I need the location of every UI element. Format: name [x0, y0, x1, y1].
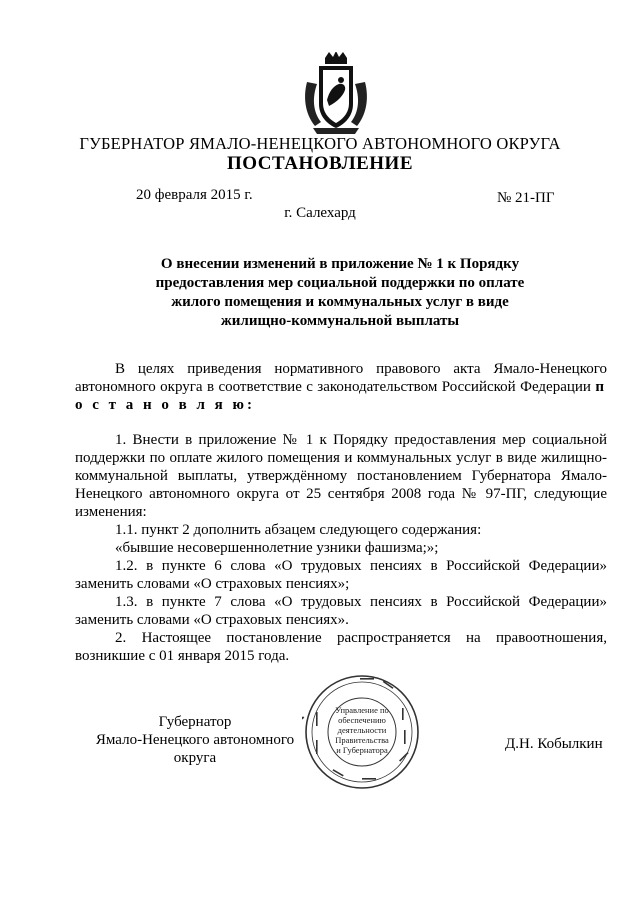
- signature-title: [75, 713, 315, 767]
- subject-line: О внесении изменений в приложение № 1 к Порядку: [160, 256, 520, 272]
- preamble-text: В целях приведения нормативного правового акта Ямало-Ненецкого автономного округа в соответствие с законодательством Российской Федерации: [75, 361, 607, 395]
- item-2: 2. Настоящее постановление распространяется на правоотношения, возникшие с 01 января 2015 года.: [75, 630, 607, 664]
- signature-title-line: Губернатор: [158, 714, 232, 730]
- item-1: 1. Внести в приложение № 1 к Порядку предоставления мер социальной поддержки по оплате жилого помещения и коммунальных услуг в виде жилищно-коммунальной выплаты, утверждённому постановлением Губернатора Ямало-Ненецкого автономного округа от 25 сентября 2008 года № 97-ПГ, следующие изменения:: [75, 432, 607, 520]
- subject-line: предоставления мер социальной поддержки по оплате: [155, 275, 525, 291]
- item-1-1: 1.1. пункт 2 дополнить абзацем следующего содержания:: [115, 522, 482, 538]
- item-1-1-quote: «бывшие несовершеннолетние узники фашизма;»;: [115, 540, 439, 556]
- document-city: г. Салехард: [284, 205, 356, 221]
- document-subject: [130, 255, 550, 331]
- organization-heading: ГУБЕРНАТОР ЯМАЛО-НЕНЕЦКОГО АВТОНОМНОГО ОКРУГА: [79, 134, 561, 153]
- document-date: 20 февраля 2015 г.: [136, 187, 253, 203]
- item-1-2: 1.2. в пункте 6 слова «О трудовых пенсиях в Российской Федерации» заменить словами «О страховых пенсиях»;: [75, 558, 607, 592]
- document-type-title: ПОСТАНОВЛЕНИЕ: [226, 153, 414, 174]
- signatory-name: Д.Н. Кобылкин: [505, 736, 603, 752]
- preamble-paragraph: [75, 360, 607, 414]
- subject-line: жилого помещения и коммунальных услуг в виде: [171, 294, 509, 310]
- decree-word: п о с т а н о в л я ю:: [75, 379, 607, 413]
- stamp-inner-text: Управление по обеспечению деятельности Правительства и Губернатора: [335, 705, 389, 755]
- coat-of-arms-icon: [303, 52, 369, 134]
- document-number: № 21-ПГ: [497, 190, 555, 206]
- item-1-3: 1.3. в пункте 7 слова «О трудовых пенсиях в Российской Федерации» заменить словами «О страховых пенсиях».: [75, 594, 607, 628]
- signature-title-line: Ямало-Ненецкого автономного округа: [95, 732, 295, 766]
- subject-line: жилищно-коммунальной выплаты: [220, 313, 460, 329]
